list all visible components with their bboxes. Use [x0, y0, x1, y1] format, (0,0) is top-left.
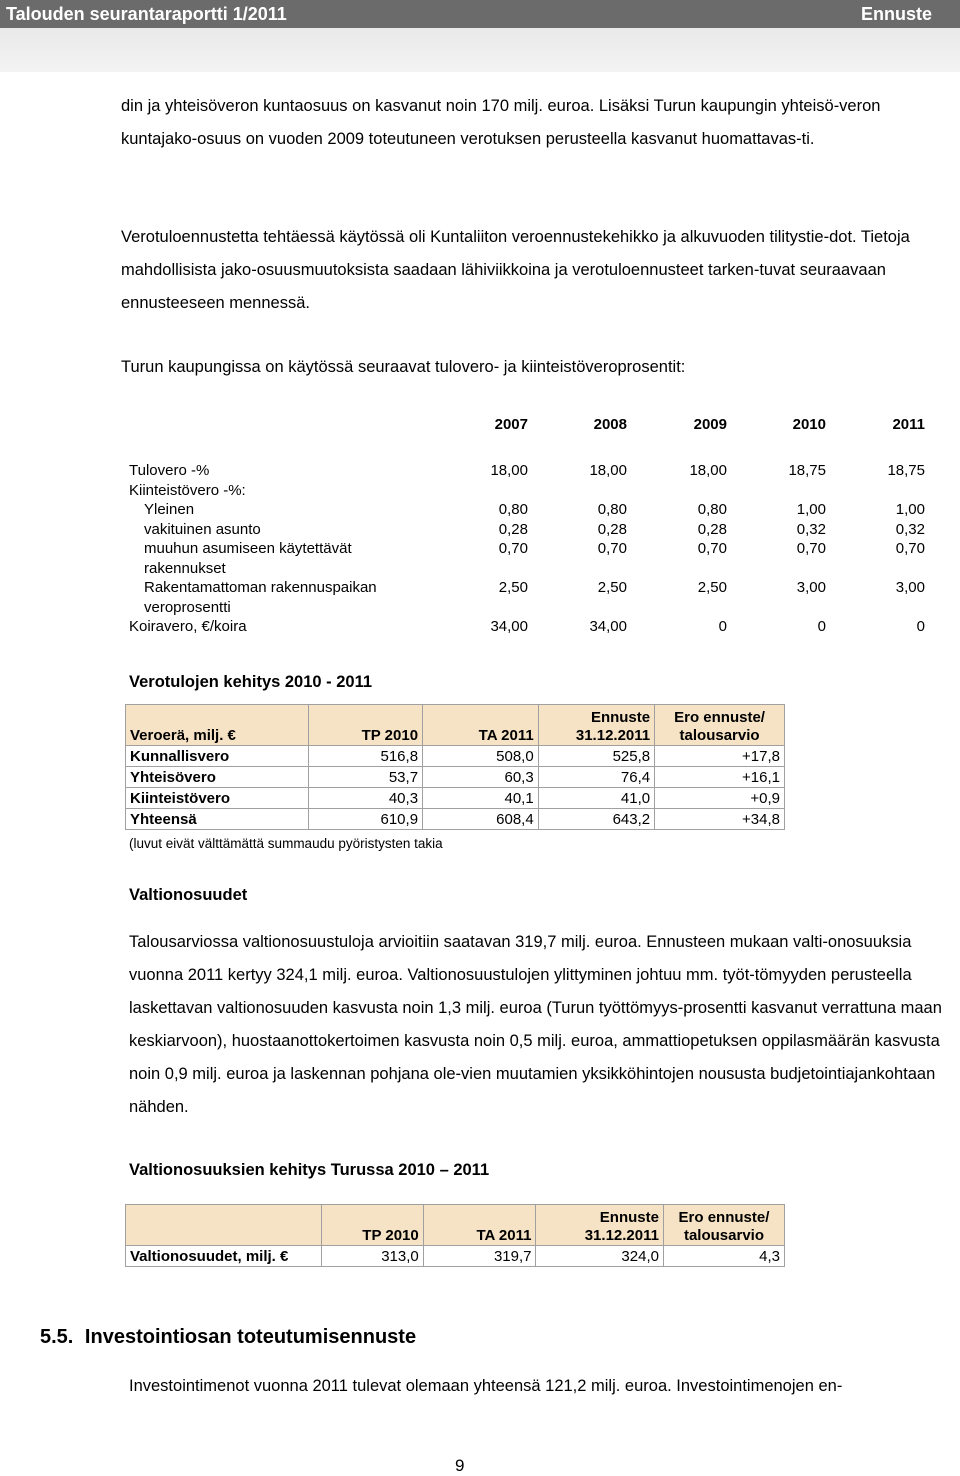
tax-rate-row [129, 579, 929, 599]
year-2010: 2010 [792, 416, 826, 433]
tax-rate-value: 18,00 [589, 462, 627, 479]
year-2011: 2011 [892, 416, 925, 433]
tax-dev-row [126, 809, 785, 830]
state-aid-header-row [126, 1205, 785, 1246]
tax-rate-value: 0,70 [498, 540, 528, 557]
year-2008: 2008 [593, 416, 627, 433]
tax-rate-value: 3,00 [895, 579, 925, 596]
row-value: 319,7 [423, 1246, 536, 1267]
row-value: 608,4 [423, 809, 539, 830]
row-value: 525,8 [538, 746, 654, 767]
section-number: 5.5. [40, 1326, 74, 1348]
tax-rate-value: 0,80 [498, 501, 528, 518]
row-value: 516,8 [309, 746, 423, 767]
row-value: +16,1 [655, 767, 785, 788]
col-header: TA 2011 [423, 705, 539, 746]
state-aid-row [126, 1246, 785, 1267]
paragraph-forecast-basis: Verotuloennustetta tehtäessä käytössä oli Kuntaliiton veroennustekehikko ja alkuvuoden tilitystie-dot. Tietoja mahdollisista jako-osuusmuutoksista saadaan lähiviikkoina ja verotuloennusteet tarken-tuvat seuraavaan ennusteeseen mennessä. [121, 228, 910, 312]
tax-rate-value: 1,00 [895, 501, 925, 518]
tax-rate-value: 0,70 [895, 540, 925, 557]
tax-dev-row [126, 746, 785, 767]
row-value: 643,2 [538, 809, 654, 830]
year-2007: 2007 [494, 416, 528, 433]
tax-rate-value: 0,28 [597, 520, 627, 538]
page-number: 9 [455, 1456, 465, 1475]
tax-rate-value: 18,75 [788, 462, 826, 479]
state-aid-table [125, 1204, 785, 1267]
tax-dev-row [126, 788, 785, 809]
tax-rate-value: 18,00 [490, 462, 528, 479]
investment-paragraph: Investointimenot vuonna 2011 tulevat olemaan yhteensä 121,2 milj. euroa. Investointimenojen en- [129, 1377, 843, 1395]
col-header: Ennuste 31.12.2011 [536, 1205, 663, 1246]
tax-rate-value: 18,00 [689, 462, 727, 479]
state-aid-heading: Valtionosuudet [129, 886, 248, 904]
row-value: 610,9 [309, 809, 423, 830]
tax-rate-value: 0 [817, 618, 826, 635]
row-value: 41,0 [538, 788, 654, 809]
col-header [126, 1205, 322, 1246]
col-header: Ero ennuste/ talousarvio [655, 705, 785, 746]
tax-rate-value: 2,50 [697, 579, 727, 596]
tax-rate-label: Yleinen [144, 501, 195, 518]
row-value: +34,8 [655, 809, 785, 830]
tax-rate-label: Tulovero -% [129, 462, 210, 479]
row-value: 40,3 [309, 788, 423, 809]
tax-rate-value: 0,70 [796, 540, 826, 557]
tax-rate-row [129, 521, 929, 541]
tax-rate-value: 34,00 [589, 618, 627, 635]
tax-rate-table [129, 416, 929, 635]
row-label: Valtionosuudet, milj. € [126, 1246, 322, 1267]
row-value: 53,7 [309, 767, 423, 788]
state-aid-body [126, 1246, 785, 1267]
tax-dev-row [126, 767, 785, 788]
tax-dev-table [125, 704, 785, 830]
tax-rate-value: 34,00 [490, 618, 528, 635]
row-value: 40,1 [423, 788, 539, 809]
tax-rate-row [129, 462, 929, 482]
tax-rate-label: Koiravero, €/koira [129, 618, 247, 635]
col-header: TP 2010 [321, 1205, 423, 1246]
header-band [0, 28, 960, 72]
tax-rate-value: 0,80 [697, 501, 727, 518]
row-value: 324,0 [536, 1246, 663, 1267]
tax-rate-value: 0,32 [796, 520, 826, 538]
col-header: TP 2010 [309, 705, 423, 746]
tax-rate-label: muuhun asumiseen käytettävät [144, 540, 352, 557]
page-header [0, 0, 960, 28]
tax-rate-value: 3,00 [796, 579, 826, 596]
row-value: 508,0 [423, 746, 539, 767]
paragraph-tax-rates-intro: Turun kaupungissa on käytössä seuraavat tulovero- ja kiinteistöveroprosentit: [121, 358, 686, 376]
col-header: TA 2011 [423, 1205, 536, 1246]
forecast-label: Ennuste [860, 4, 932, 24]
state-aid-dev-heading: Valtionosuuksien kehitys Turussa 2010 – 2011 [129, 1161, 490, 1179]
row-label: Yhteensä [126, 809, 309, 830]
tax-rate-label: rakennukset [144, 559, 226, 577]
tax-rate-row [129, 560, 929, 580]
row-label: Kunnallisvero [126, 746, 309, 767]
tax-rate-row [129, 482, 929, 502]
row-value: 60,3 [423, 767, 539, 788]
tax-dev-body [126, 746, 785, 830]
row-value: +0,9 [655, 788, 785, 809]
tax-rate-value: 2,50 [597, 579, 627, 596]
col-header: Ennuste 31.12.2011 [538, 705, 654, 746]
row-value: +17,8 [655, 746, 785, 767]
tax-rate-value: 2,50 [498, 579, 528, 596]
tax-rate-value: 0,80 [597, 501, 627, 518]
year-2009: 2009 [693, 416, 727, 433]
row-label: Kiinteistövero [126, 788, 309, 809]
tax-rate-value: 0,70 [697, 540, 727, 557]
tax-rate-value: 18,75 [887, 462, 925, 479]
tax-rate-value: 1,00 [796, 501, 826, 518]
tax-rate-row [129, 501, 929, 521]
tax-dev-heading: Verotulojen kehitys 2010 - 2011 [129, 673, 373, 691]
col-header: Veroerä, milj. € [126, 705, 309, 746]
row-label: Yhteisövero [126, 767, 309, 788]
tax-rate-label: Rakentamattoman rakennuspaikan [144, 579, 377, 596]
tax-rate-value: 0,28 [498, 520, 528, 538]
state-aid-paragraph: Talousarviossa valtionosuustuloja arvioitiin saatavan 319,7 milj. euroa. Ennusteen mukaan valti-onosuuksia vuonna 2011 kertyy 324,1 milj. euroa. Valtionosuustulojen ylittyminen johtuu mm. työt-tömyyden perusteella laskettavan valtionosuuden kasvusta noin 1,3 milj. euroa (Turun työttömyys-prosentti kasvanut verrattuna maan keskiarvoon), huostaanottokertoimen kasvusta noin 0,5 milj. euroa, ammattiopetuksen oppilasmäärän kasvusta noin 0,9 milj. euroa ja laskennan pohjana ole-vien muutamien yksikköhintojen noususta budjetointiajankohtaan nähden. [129, 933, 942, 1116]
report-title: Talouden seurantaraportti 1/2011 [6, 4, 287, 24]
tax-rate-row [129, 599, 929, 619]
section-heading [40, 1326, 416, 1349]
tax-rate-value: 0,28 [697, 520, 727, 538]
tax-rate-value: 0,32 [895, 520, 925, 538]
row-value: 313,0 [321, 1246, 423, 1267]
rounding-note: (luvut eivät välttämättä summaudu pyöristysten takia [129, 836, 443, 851]
tax-rate-label: Kiinteistövero -%: [129, 481, 246, 499]
tax-rate-body [129, 462, 929, 638]
tax-rate-value: 0,70 [597, 540, 627, 557]
tax-dev-header-row [126, 705, 785, 746]
section-title: Investointiosan toteutumisennuste [84, 1326, 417, 1348]
row-value: 4,3 [663, 1246, 784, 1267]
row-value: 76,4 [538, 767, 654, 788]
tax-rate-row [129, 540, 929, 560]
tax-rate-header [129, 416, 929, 436]
col-header: Ero ennuste/ talousarvio [663, 1205, 784, 1246]
tax-rate-row [129, 618, 929, 638]
tax-rate-value: 0 [718, 618, 727, 635]
tax-rate-value: 0 [916, 618, 925, 635]
tax-rate-label: veroprosentti [144, 598, 231, 616]
paragraph-tax-share: din ja yhteisöveron kuntaosuus on kasvanut noin 170 milj. euroa. Lisäksi Turun kaupungin yhteisö-veron kuntajako-osuus on vuoden 2009 toteutuneen verotuksen perusteella kasvanut huomattavas-ti. [121, 97, 881, 148]
tax-rate-label: vakituinen asunto [144, 520, 261, 538]
